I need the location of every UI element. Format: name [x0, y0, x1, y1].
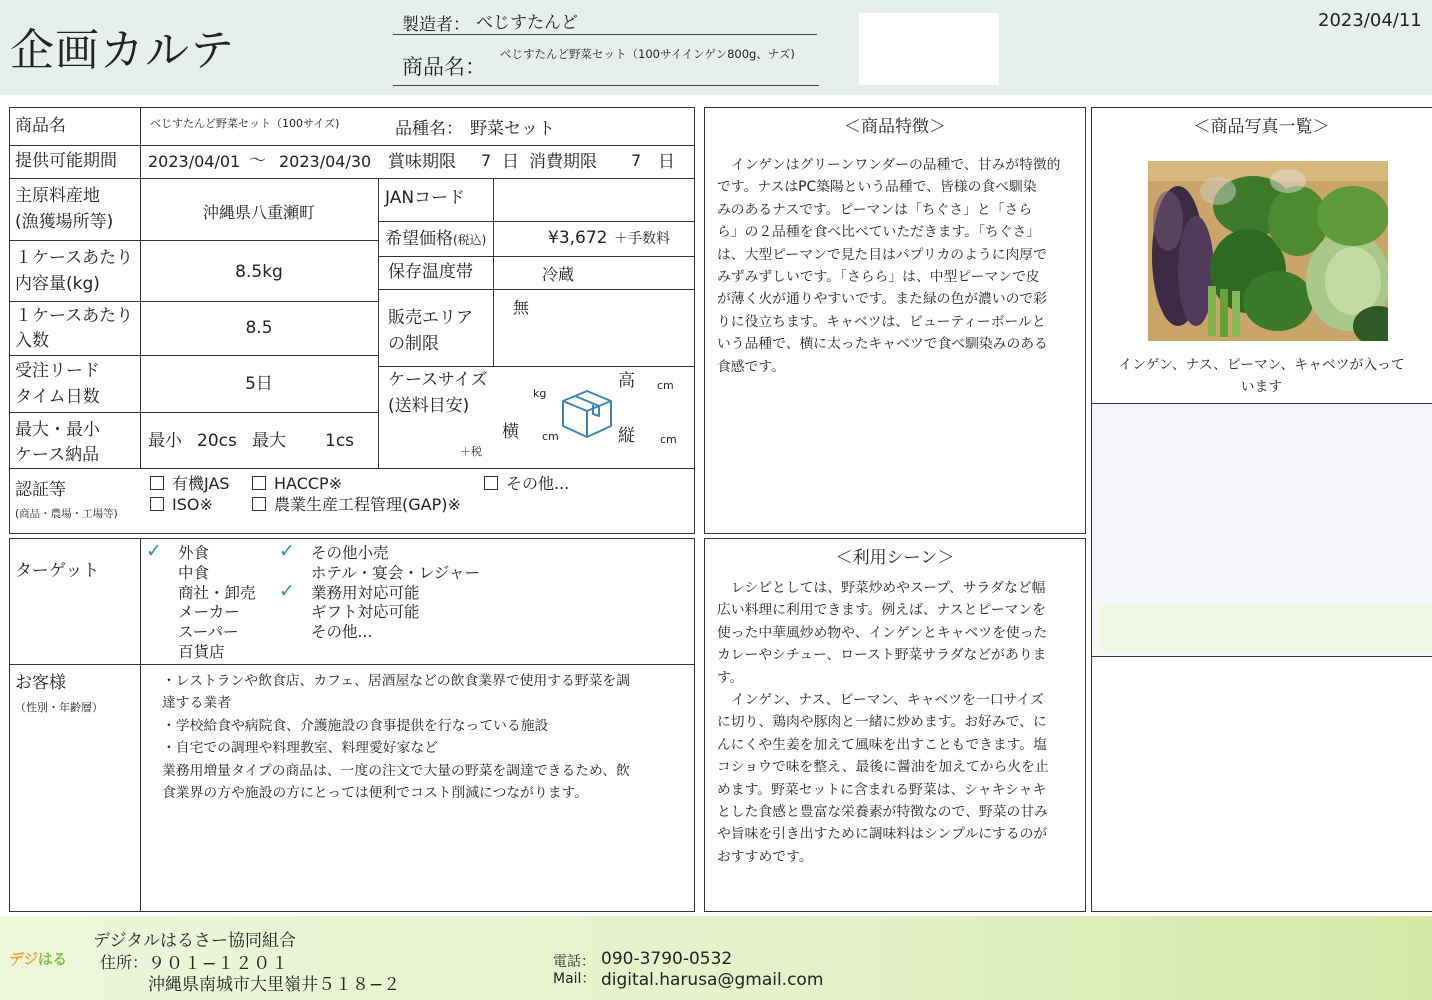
target-option[interactable] — [279, 564, 480, 584]
target-option-label: ギフト対応可能 — [311, 603, 420, 622]
height-label: 高 — [618, 371, 635, 391]
customer-line: ・学校給食や病院食、介護施設の食事提供を行なっている施設 — [162, 717, 549, 734]
photo-divider — [1091, 656, 1432, 657]
col-divider — [140, 107, 141, 468]
target-option[interactable] — [279, 623, 480, 643]
period-label: 提供可能期間 — [15, 151, 117, 171]
customer-line: ・レストランや飲食店、カフェ、居酒屋などの飲食業界で使用する野菜を調 — [162, 673, 630, 689]
origin-label-1: 主原料産地 — [15, 186, 100, 206]
target-option-label: その他小売 — [311, 544, 389, 562]
box-icon — [559, 386, 615, 440]
scenes-line: レシピとしては、野菜炒めやスープ、サラダなど幅 — [731, 580, 1046, 596]
row-divider — [9, 178, 695, 179]
scenes-text — [717, 577, 1049, 868]
features-line: いう品種で、横に太ったキャベツで食べ馴染みのある — [717, 336, 1048, 353]
target-option-label: 外食 — [178, 544, 210, 562]
target-option[interactable] — [146, 584, 256, 604]
sales-area-value: 無 — [513, 298, 530, 317]
cert-gap[interactable] — [252, 492, 461, 517]
cert-haccp-checkbox[interactable] — [252, 476, 266, 490]
check-icon: ✓ — [279, 540, 295, 562]
product-name-value: べじすたんど野菜セット（100サイズ) — [150, 117, 340, 130]
scenes-line: 使った中華風炒め物や、インゲンとキャベツを使った — [717, 624, 1048, 641]
cert-haccp-label: HACCP※ — [274, 474, 343, 493]
period-to: 2023/04/30 — [279, 152, 372, 171]
product-name-label: 商品名 — [15, 116, 66, 136]
min-label: 最小 — [148, 431, 182, 451]
target-list-2 — [279, 540, 481, 643]
scenes-line: コショウで味を整え、最後に醤油を加えてから火を止 — [717, 759, 1049, 776]
col-divider — [140, 538, 141, 912]
best-before-unit: 日 — [502, 152, 519, 172]
footer-mail[interactable]: digital.harusa@gmail.com — [601, 970, 824, 990]
expiry-unit: 日 — [658, 152, 675, 172]
photo-slot-highlight — [1099, 605, 1432, 652]
customer-sub: （性別・年齢層） — [15, 701, 103, 714]
logo-char: る — [52, 950, 67, 968]
period-from: 2023/04/01 — [148, 152, 241, 171]
row-divider — [378, 256, 695, 257]
period-tilde: ～ — [249, 151, 266, 171]
target-option[interactable] — [279, 540, 480, 564]
sales-area-label-1: 販売エリア — [388, 308, 473, 328]
footer-mail-label: Mail： — [553, 971, 596, 987]
scenes-line: カレーやシチュー、ロースト野菜サラダなどがありま — [717, 647, 1047, 664]
check-icon: ✓ — [146, 540, 162, 562]
expiry-label: 消費期限 — [529, 152, 597, 172]
count-value: 8.5 — [245, 318, 273, 338]
customer-text — [162, 670, 630, 804]
cert-organic-label: 有機JAS — [172, 474, 230, 493]
target-option[interactable] — [146, 643, 256, 663]
cert-other-checkbox[interactable] — [484, 476, 498, 490]
col-divider — [493, 178, 494, 366]
row-divider — [9, 412, 378, 413]
footer-org: デジタルはるさー協同組合 — [93, 931, 296, 951]
target-option-label: メーカー — [178, 603, 240, 622]
scenes-line: 広い料理に利用できます。例えば、ナスとピーマンを — [717, 602, 1046, 619]
height-unit: cm — [657, 379, 674, 392]
target-option-label: 中食 — [178, 563, 210, 582]
footer-address-label: 住所： — [100, 953, 149, 972]
maker-value: べじすたんど — [476, 13, 578, 33]
scenes-title: ＜利用シーン＞ — [835, 548, 955, 568]
photos-title: ＜商品写真一覧＞ — [1193, 117, 1330, 137]
target-option[interactable] — [146, 623, 256, 643]
row-divider — [9, 355, 378, 356]
target-option-label: その他... — [311, 623, 373, 642]
issue-date: 2023/04/11 — [1318, 10, 1422, 31]
cert-other-label: その他... — [506, 474, 570, 493]
minmax-label-1: 最大・最小 — [15, 420, 100, 440]
scenes-line: や旨味を引き出すために調味料はシンプルにするのが — [717, 826, 1048, 843]
features-line: みずみずしいです。「さらら」は、中型ピーマンで皮 — [717, 269, 1040, 286]
customer-line: 業務用増量タイプの商品は、一度の注文で大量の野菜を調達できるため、飲 — [162, 762, 630, 779]
storage-label: 保存温度帯 — [388, 262, 473, 282]
logo-text — [9, 950, 67, 968]
capacity-value: 8.5kg — [235, 262, 283, 282]
width-label: 横 — [502, 422, 519, 442]
sales-area-label-2: の制限 — [388, 334, 439, 354]
product-value: べじすたんど野菜セット（100サイインゲン800g、ナズ) — [500, 47, 795, 61]
row-divider — [9, 664, 695, 665]
capacity-label-2: 内容量(kg) — [15, 274, 100, 294]
target-option[interactable] — [146, 540, 256, 564]
features-line: 食感です。 — [717, 358, 785, 375]
cert-gap-checkbox[interactable] — [252, 497, 266, 511]
price-label — [385, 227, 486, 253]
cert-iso[interactable] — [150, 492, 213, 517]
count-label-2: 入数 — [15, 331, 49, 351]
row-divider — [378, 221, 695, 222]
scenes-line: んにくや生姜を加えて風味を出すこともできます。塩 — [717, 736, 1048, 753]
target-label: ターゲット — [15, 561, 100, 581]
features-line: は、大型ピーマンで見た目はパプリカのように肉厚で — [717, 246, 1047, 263]
row-divider — [378, 289, 695, 290]
logo-char: デ — [9, 950, 24, 968]
footer-tel[interactable]: 090-3790-0532 — [601, 949, 733, 969]
features-line: ら」の２品種を食べ比べていただきます。「ちぐさ」 — [717, 224, 1041, 241]
storage-value: 冷蔵 — [542, 265, 575, 284]
cert-iso-checkbox[interactable] — [150, 497, 164, 511]
photos-caption-line: インゲン、ナス、ピーマン、キャベツが入って — [1118, 357, 1405, 373]
features-line: りに役立ちます。キャベツは、ビューティーボールと — [717, 313, 1046, 330]
lead-value: 5日 — [245, 374, 273, 394]
features-title: ＜商品特徴＞ — [844, 117, 946, 137]
price-suffix: ＋手数料 — [614, 231, 670, 247]
width-unit: cm — [542, 430, 559, 443]
lead-label-2: タイム日数 — [15, 387, 100, 407]
photos-caption-line: います — [1240, 379, 1283, 396]
logo-char: は — [37, 950, 53, 968]
best-before-value: 7 — [481, 151, 492, 170]
features-line: です。ナスはPC築陽という品種で、皆様の食べ馴染 — [717, 179, 1037, 196]
features-line: が薄く火が通りやすいです。また緑の色が濃いので彩 — [717, 291, 1048, 308]
target-option-label: スーパー — [178, 623, 239, 642]
capacity-label-1: １ケースあたり — [15, 248, 134, 268]
price-label-text: 希望価格 — [385, 229, 453, 249]
target-option-label: 業務用対応可能 — [311, 583, 420, 602]
customer-label: お客様 — [15, 673, 66, 693]
origin-label-2: (漁獲場所等) — [15, 212, 114, 232]
footer-tel-label: 電話： — [553, 954, 595, 970]
check-icon: ✓ — [279, 579, 295, 602]
depth-label: 縦 — [618, 426, 635, 446]
target-option[interactable] — [279, 579, 480, 604]
variety-label: 品種名： — [395, 119, 463, 139]
features-line: みのあるナスです。ピーマンは「ちぐさ」と「さら — [717, 201, 1033, 218]
row-divider — [378, 366, 695, 367]
photos-caption — [1091, 354, 1432, 399]
target-option[interactable] — [279, 603, 480, 623]
target-option[interactable] — [146, 603, 256, 623]
price-label-tax: (税込) — [453, 233, 487, 247]
logo-char: ジ — [23, 950, 38, 968]
scenes-line: す。 — [717, 669, 744, 686]
product-underline — [393, 85, 819, 86]
maker-label: 製造者： — [402, 15, 470, 35]
row-divider — [9, 145, 695, 146]
footer-address: 沖縄県南城市大里嶺井５１８−２ — [148, 975, 401, 995]
price-value: ¥3,672 — [548, 228, 608, 248]
customer-line: ・自宅での調理や料理教室、料理愛好家など — [162, 740, 438, 757]
cert-gap-label: 農業生産工程管理(GAP)※ — [274, 495, 461, 514]
customer-line: 食業界の方や施設の方にとっては便利でコスト削減につながります。 — [162, 785, 589, 802]
depth-unit: cm — [660, 433, 677, 446]
page-title: 企画カルテ — [10, 25, 235, 76]
case-size-label-2: (送料目安) — [388, 396, 470, 416]
scenes-line: に切り、鶏肉や豚肉と一緒に炒めます。お好みで、に — [717, 714, 1047, 731]
count-label-1: １ケースあたり — [15, 306, 134, 326]
cert-label: 認証等 — [15, 480, 66, 500]
target-option-label: 百貨店 — [178, 642, 225, 661]
footer-logo — [9, 948, 67, 969]
max-label: 最大 — [252, 431, 286, 451]
variety-value: 野菜セット — [470, 119, 555, 139]
customer-line: 達する業者 — [162, 695, 231, 712]
stamp-box — [859, 13, 999, 85]
product-photo — [1148, 161, 1388, 341]
min-value: 20cs — [197, 431, 237, 451]
row-divider — [9, 301, 378, 302]
cert-other[interactable] — [484, 471, 569, 496]
weight-unit: kg — [533, 387, 547, 400]
expiry-value: 7 — [631, 151, 642, 170]
target-list-1 — [146, 540, 256, 663]
footer-postal: ９０１−１２０１ — [148, 954, 290, 974]
scenes-line: インゲン、ナス、ピーマン、キャベツを一口サイズ — [731, 692, 1044, 709]
scenes-line: おすすめです。 — [717, 848, 813, 865]
maker-underline — [393, 34, 817, 35]
case-size-label-1: ケースサイズ — [388, 370, 488, 390]
features-text — [717, 154, 1060, 378]
jan-label: JANコード — [385, 188, 466, 208]
max-value: 1cs — [325, 431, 355, 451]
row-divider — [9, 468, 695, 469]
col-divider — [378, 178, 379, 468]
tax-note: ＋税 — [460, 445, 482, 458]
lead-label-1: 受注リード — [15, 361, 100, 381]
target-option-label: 商社・卸売 — [178, 583, 256, 602]
cert-iso-label: ISO※ — [172, 495, 213, 514]
row-divider — [9, 240, 378, 241]
origin-value: 沖縄県八重瀬町 — [202, 203, 315, 222]
scenes-line: めます。野菜セットに含まれる野菜は、シャキシャキ — [717, 781, 1047, 798]
features-line: インゲンはグリーンワンダーの品種で、甘みが特徴的 — [731, 157, 1061, 173]
scenes-line: とした食感と豊富な栄養素が特徴なので、野菜の甘み — [717, 804, 1048, 821]
target-option-label: ホテル・宴会・レジャー — [311, 563, 481, 582]
cert-sub: (商品・農場・工場等) — [15, 508, 118, 520]
target-option[interactable] — [146, 564, 256, 584]
minmax-label-2: ケース納品 — [15, 445, 100, 465]
product-label: 商品名： — [402, 55, 486, 79]
best-before-label: 賞味期限 — [388, 152, 456, 172]
cert-organic-checkbox[interactable] — [150, 476, 164, 490]
